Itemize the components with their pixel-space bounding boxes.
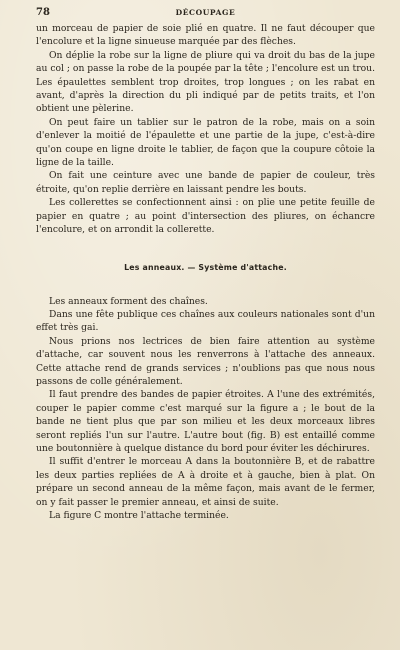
section-heading-text: Les anneaux. — Système d'attache. [124,262,287,272]
running-head [36,7,375,21]
paragraph: Il faut prendre des bandes de papier étroites. A l'une des extrémités, couper le papier comme c'est marqué sur la figure a ; le bout de la bande ne tient plus que par son milieu et les deux morceaux libres seront repliés l'un sur l'autre. L'autre bout (fig. B) est entaillé comme une boutonnière à quelque distance du bord pour éviter les déchirures. [36,389,375,454]
page-number: 78 [36,7,50,18]
body-text-before [36,22,375,237]
section-heading [36,263,375,272]
paragraph: Les collerettes se confectionnent ainsi : on plie une petite feuille de papier en quatre ; au point d'intersection des pliures, on échancre l'encolure, et on arrondit la collerette. [36,197,375,236]
paragraph: On déplie la robe sur la ligne de pliure qui va droit du bas de la jupe au col ; on passe la robe de la poupée par la tête ; l'encolure est un trou. Les épaulettes semblent trop droites, trop longues ; on les rabat en avant, d'après la direction du pli indiqué par de petits traits, et l'on obtient une pèlerine. [36,49,375,115]
paragraph: Nous prions nos lectrices de bien faire attention au système d'attache, car souvent nous les renverrons à l'attache des anneaux. Cette attache rend de grands services ; n'oublions pas que nous nous passons de colle généralement. [36,335,375,387]
paragraph: Il suffit d'entrer le morceau A dans la boutonnière B, et de rabattre les deux parties repliées de A à droite et à gauche, bien à plat. On prépare un second anneau de la même façon, mais avant de le fermer, on y fait passer le premier anneau, et ainsi de suite. [36,456,375,508]
paragraph: Les anneaux forment des chaînes. [49,295,208,307]
running-title: DÉCOUPAGE [175,8,236,17]
paragraph: On peut faire un tablier sur le patron de la robe, mais on a soin d'enlever la moitié de l'épaulette et une partie de la jupe, c'est-à-dire qu'on coupe en ligne droite le tablier, de façon que la coupure côtoie la ligne de la taille. [36,116,375,169]
paragraph: On fait une ceinture avec une bande de papier de couleur, très étroite, qu'on replie derrière en laissant pendre les bouts. [36,170,375,195]
paragraph: Dans une fête publique ces chaînes aux couleurs nationales sont d'un effet très gai. [36,308,375,334]
body-text-after [36,295,375,523]
paragraph: un morceau de papier de soie plié en quatre. Il ne faut découper que l'encolure et la ligne sinueuse marquée par des flèches. [36,23,375,48]
paragraph: La figure C montre l'attache terminée. [49,510,229,521]
